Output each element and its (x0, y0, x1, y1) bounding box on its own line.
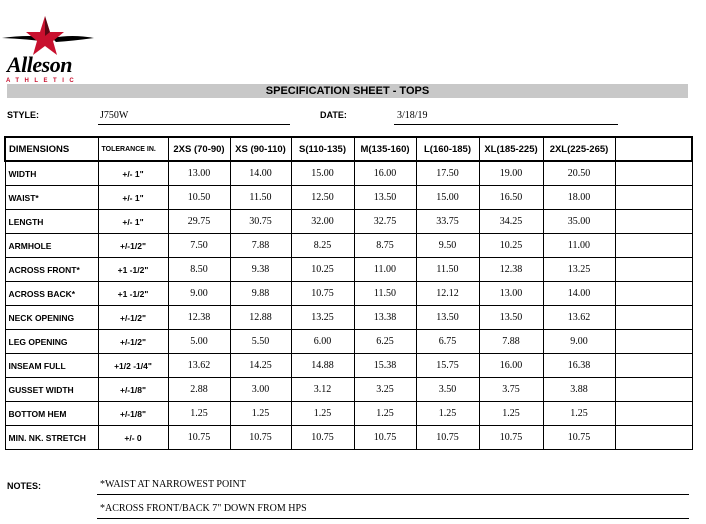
table-row (5, 186, 692, 210)
measurement-cell: 1.25 (168, 402, 230, 426)
measurement-cell: 6.00 (291, 330, 354, 354)
dimension-cell: BOTTOM HEM (5, 402, 98, 426)
page-title: SPECIFICATION SHEET - TOPS (265, 85, 430, 97)
table-row (5, 354, 692, 378)
dimension-cell: LEG OPENING (5, 330, 98, 354)
measurement-cell: 3.88 (543, 378, 615, 402)
brand-sub: ATHLETIC (6, 78, 80, 84)
measurement-cell: 13.00 (479, 282, 543, 306)
column-header: TOLERANCE IN. (98, 137, 168, 161)
measurement-cell: 30.75 (230, 210, 291, 234)
measurement-cell: 18.00 (543, 186, 615, 210)
tolerance-cell: +1 -1/2" (98, 282, 168, 306)
empty-cell (615, 330, 692, 354)
measurement-cell: 29.75 (168, 210, 230, 234)
empty-cell (615, 378, 692, 402)
measurement-cell: 1.25 (416, 402, 479, 426)
note-underline-1 (97, 494, 689, 495)
measurement-cell: 9.50 (416, 234, 479, 258)
measurement-cell: 3.25 (354, 378, 416, 402)
dimension-cell: WIDTH (5, 161, 98, 186)
measurement-cell: 10.75 (416, 426, 479, 450)
tolerance-cell: +1 -1/2" (98, 258, 168, 282)
measurement-cell: 16.00 (354, 161, 416, 186)
measurement-cell: 9.00 (543, 330, 615, 354)
measurement-cell: 10.75 (230, 426, 291, 450)
measurement-cell: 13.62 (543, 306, 615, 330)
note-underline-2 (97, 518, 689, 519)
measurement-cell: 14.00 (543, 282, 615, 306)
measurement-cell: 13.38 (354, 306, 416, 330)
dimension-cell: LENGTH (5, 210, 98, 234)
table-row (5, 282, 692, 306)
column-header: 2XL(225-265) (543, 137, 615, 161)
table-row (5, 330, 692, 354)
measurement-cell: 3.50 (416, 378, 479, 402)
measurement-cell: 9.00 (168, 282, 230, 306)
measurement-cell: 3.00 (230, 378, 291, 402)
measurement-cell: 13.50 (354, 186, 416, 210)
tolerance-cell: +/-1/8" (98, 378, 168, 402)
measurement-cell: 11.00 (543, 234, 615, 258)
measurement-cell: 11.00 (354, 258, 416, 282)
measurement-cell: 11.50 (230, 186, 291, 210)
measurement-cell: 6.75 (416, 330, 479, 354)
measurement-cell: 9.88 (230, 282, 291, 306)
column-header: M(135-160) (354, 137, 416, 161)
measurement-cell: 7.50 (168, 234, 230, 258)
measurement-cell: 15.00 (416, 186, 479, 210)
column-header: DIMENSIONS (5, 137, 98, 161)
dimension-cell: WAIST* (5, 186, 98, 210)
measurement-cell: 17.50 (416, 161, 479, 186)
notes-label: NOTES: (7, 481, 42, 491)
tolerance-cell: +/- 1" (98, 186, 168, 210)
tolerance-cell: +/- 0 (98, 426, 168, 450)
empty-cell (615, 306, 692, 330)
measurement-cell: 10.75 (291, 282, 354, 306)
measurement-cell: 16.50 (479, 186, 543, 210)
measurement-cell: 5.00 (168, 330, 230, 354)
measurement-cell: 14.25 (230, 354, 291, 378)
measurement-cell: 10.75 (168, 426, 230, 450)
measurement-cell: 9.38 (230, 258, 291, 282)
tolerance-cell: +/-1/2" (98, 234, 168, 258)
measurement-cell: 10.25 (479, 234, 543, 258)
measurement-cell: 2.88 (168, 378, 230, 402)
brand-name: Alleson (7, 52, 72, 77)
style-value: J750W (100, 110, 129, 121)
measurement-cell: 12.50 (291, 186, 354, 210)
date-value: 3/18/19 (397, 110, 428, 121)
measurement-cell: 1.25 (479, 402, 543, 426)
table-row (5, 402, 692, 426)
measurement-cell: 11.50 (354, 282, 416, 306)
measurement-cell: 10.75 (479, 426, 543, 450)
note-waist: *WAIST AT NARROWEST POINT (100, 479, 246, 490)
measurement-cell: 1.25 (230, 402, 291, 426)
measurement-cell: 34.25 (479, 210, 543, 234)
empty-cell (615, 234, 692, 258)
measurement-cell: 3.12 (291, 378, 354, 402)
column-header: XS (90-110) (230, 137, 291, 161)
measurement-cell: 13.25 (543, 258, 615, 282)
table-row (5, 210, 692, 234)
column-header: S(110-135) (291, 137, 354, 161)
empty-cell (615, 354, 692, 378)
empty-cell (615, 282, 692, 306)
empty-cell (615, 426, 692, 450)
measurement-cell: 8.75 (354, 234, 416, 258)
measurement-cell: 15.00 (291, 161, 354, 186)
measurement-cell: 12.38 (168, 306, 230, 330)
measurement-cell: 5.50 (230, 330, 291, 354)
tolerance-cell: +/- 1" (98, 210, 168, 234)
dimension-cell: ARMHOLE (5, 234, 98, 258)
tolerance-cell: +1/2 -1/4" (98, 354, 168, 378)
measurement-cell: 32.75 (354, 210, 416, 234)
measurement-cell: 10.50 (168, 186, 230, 210)
column-header (615, 137, 692, 161)
alleson-logo (0, 8, 100, 84)
measurement-cell: 7.88 (230, 234, 291, 258)
note-across: *ACROSS FRONT/BACK 7" DOWN FROM HPS (100, 503, 307, 514)
date-label: DATE: (320, 110, 347, 120)
measurement-cell: 8.50 (168, 258, 230, 282)
star-swoosh-icon (0, 8, 100, 58)
measurement-cell: 10.75 (291, 426, 354, 450)
measurement-cell: 20.50 (543, 161, 615, 186)
dimension-cell: GUSSET WIDTH (5, 378, 98, 402)
measurement-cell: 1.25 (291, 402, 354, 426)
measurement-cell: 12.88 (230, 306, 291, 330)
measurement-cell: 19.00 (479, 161, 543, 186)
style-label: STYLE: (7, 110, 40, 120)
table-row (5, 258, 692, 282)
measurement-cell: 7.88 (479, 330, 543, 354)
style-underline (98, 124, 290, 125)
measurement-cell: 3.75 (479, 378, 543, 402)
table-row (5, 378, 692, 402)
measurement-cell: 13.25 (291, 306, 354, 330)
measurement-cell: 1.25 (543, 402, 615, 426)
table-row (5, 426, 692, 450)
measurement-cell: 15.38 (354, 354, 416, 378)
table-row (5, 161, 692, 186)
table-header-row (5, 137, 692, 161)
dimension-cell: ACROSS BACK* (5, 282, 98, 306)
tolerance-cell: +/-1/2" (98, 306, 168, 330)
column-header: L(160-185) (416, 137, 479, 161)
measurement-cell: 35.00 (543, 210, 615, 234)
measurement-cell: 13.62 (168, 354, 230, 378)
measurement-cell: 15.75 (416, 354, 479, 378)
empty-cell (615, 210, 692, 234)
measurement-cell: 33.75 (416, 210, 479, 234)
table-row (5, 234, 692, 258)
empty-cell (615, 402, 692, 426)
measurement-cell: 14.88 (291, 354, 354, 378)
measurement-cell: 1.25 (354, 402, 416, 426)
tolerance-cell: +/- 1" (98, 161, 168, 186)
measurement-cell: 11.50 (416, 258, 479, 282)
measurement-cell: 14.00 (230, 161, 291, 186)
empty-cell (615, 161, 692, 186)
column-header: XL(185-225) (479, 137, 543, 161)
measurement-cell: 10.75 (354, 426, 416, 450)
measurement-cell: 8.25 (291, 234, 354, 258)
measurement-cell: 16.38 (543, 354, 615, 378)
column-header: 2XS (70-90) (168, 137, 230, 161)
empty-cell (615, 186, 692, 210)
measurement-cell: 32.00 (291, 210, 354, 234)
measurement-cell: 10.75 (543, 426, 615, 450)
title-bar (7, 84, 688, 98)
empty-cell (615, 258, 692, 282)
dimension-cell: NECK OPENING (5, 306, 98, 330)
measurement-cell: 13.50 (416, 306, 479, 330)
spec-table (4, 136, 693, 450)
tolerance-cell: +/-1/8" (98, 402, 168, 426)
measurement-cell: 6.25 (354, 330, 416, 354)
table-row (5, 306, 692, 330)
date-underline (394, 124, 618, 125)
measurement-cell: 13.50 (479, 306, 543, 330)
dimension-cell: ACROSS FRONT* (5, 258, 98, 282)
dimension-cell: MIN. NK. STRETCH (5, 426, 98, 450)
tolerance-cell: +/-1/2" (98, 330, 168, 354)
measurement-cell: 16.00 (479, 354, 543, 378)
measurement-cell: 13.00 (168, 161, 230, 186)
measurement-cell: 12.12 (416, 282, 479, 306)
measurement-cell: 12.38 (479, 258, 543, 282)
measurement-cell: 10.25 (291, 258, 354, 282)
dimension-cell: INSEAM FULL (5, 354, 98, 378)
